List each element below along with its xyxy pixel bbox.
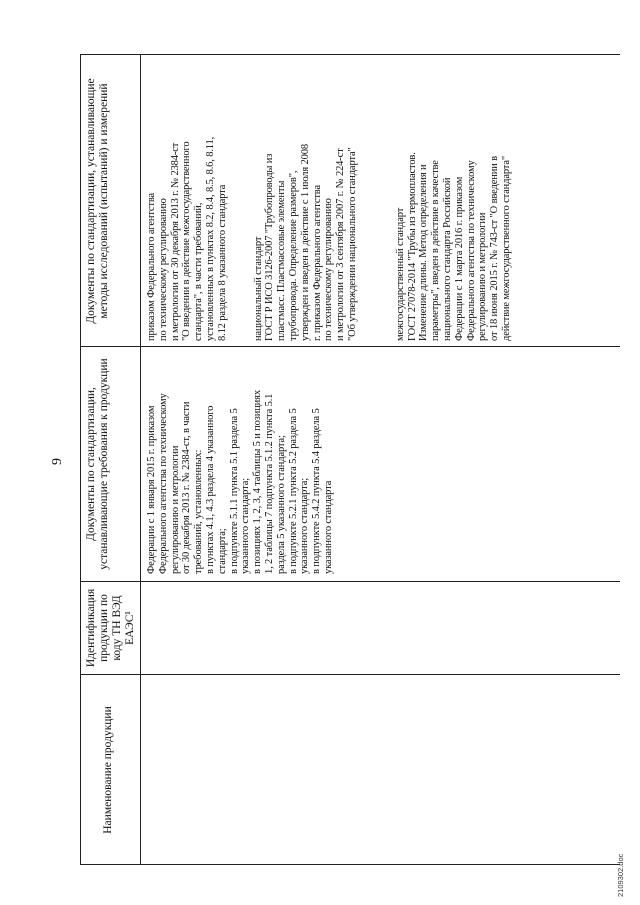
table-border-top	[80, 55, 81, 865]
text-line: параметры", введен в действие в качестве	[430, 160, 442, 341]
text-line: трубопровода. Определение размеров",	[287, 170, 299, 341]
text-line: в подпункте 5.1.1 пункта 5.1 раздела 5	[228, 408, 240, 574]
text-line: национального стандарта Российской	[441, 177, 453, 341]
text-line: указанного стандарта;	[299, 478, 311, 574]
header-product-name: Наименование продукции	[102, 706, 114, 834]
text-line: от 30 декабря 2013 г. № 2384-ст, в части	[181, 401, 193, 574]
text-line: раздела 5 указанного стандарта;	[275, 435, 287, 574]
column-divider-1	[80, 674, 620, 675]
text-line: утвержден и введен в действие с 1 июля 2008	[299, 144, 311, 341]
text-line: пластмасс. Пластмассовые элементы	[276, 180, 288, 341]
text-line: от 18 июня 2015 г. № 743-ст "О введении в	[489, 156, 501, 341]
document-file-code: 2109302.doc	[616, 853, 625, 897]
table-border-right	[80, 54, 620, 55]
text-line: приказом Федерального агентства	[146, 192, 157, 341]
text-line: Федерального агентства по техническому	[465, 160, 477, 341]
table-border-left	[80, 864, 620, 865]
text-line: 8.12 раздела 8 указанного стандарта	[216, 184, 228, 341]
header-requirement-standards: Документы по стандартизации, устанавливающие требования к продукции	[85, 358, 110, 570]
text-line: ГОСТ 27078-2014 "Трубы из термопластов.	[406, 152, 418, 341]
text-line: установленных в пунктах 8.2, 8.4, 8.5, 8.6, 8.11,	[204, 136, 216, 341]
text-line: указанного стандарта;	[240, 478, 252, 574]
text-line: по техническому регулированию	[157, 198, 169, 341]
header-divider	[140, 55, 141, 865]
header-tn-ved-code: Идентификация продукции по коду ТН ВЭД ЕАЭС¹	[85, 588, 136, 668]
text-line: в пунктах 4.1, 4.3 раздела 4 указанного	[204, 405, 216, 574]
text-line: национальный стандарт	[252, 236, 264, 341]
text-line: "О введении в действие межгосударственного	[181, 141, 193, 341]
text-line: требований, установленных:	[193, 449, 205, 574]
text-line: по техническому регулированию	[323, 198, 335, 341]
text-line: стандарта", в части требований,	[193, 202, 205, 341]
text-line: межгосударственный стандарт	[394, 207, 406, 341]
text-line: указанного стандарта	[322, 480, 334, 574]
text-line: Федерального агентства по техническому	[157, 393, 169, 574]
text-line: регулированию и метрологии	[169, 445, 181, 574]
text-line: в подпункте 5.2.1 пункта 5.2 раздела 5	[287, 408, 299, 574]
text-line: 1, 2 таблицы 7 подпункта 5.1.2 пункта 5.1	[263, 393, 275, 574]
text-line: "Об утверждении национального стандарта"	[346, 147, 358, 341]
text-line: действие межгосударственного стандарта"	[500, 155, 512, 341]
column-divider-3	[80, 346, 620, 347]
text-line: стандарта;	[216, 528, 228, 574]
text-line: Изменение длины. Метод определения и	[418, 164, 430, 341]
text-line: в позициях 1, 2, 3, 4 таблицы 5 и позициях	[252, 390, 264, 574]
methods-text	[146, 57, 513, 341]
column-divider-2	[80, 581, 620, 582]
standards-table	[80, 55, 620, 865]
text-line: Федерации с 1 марта 2016 г. приказом	[453, 176, 465, 341]
text-line: регулированию и метрологии	[477, 212, 489, 341]
text-line: и метрологии от 3 сентября 2007 г. № 224-ст	[335, 148, 347, 341]
text-line: и метрологии от 30 декабря 2013 г. № 2384-ст	[169, 142, 181, 341]
requirements-text	[146, 348, 335, 574]
text-line: Федерации с 1 января 2015 г. приказом	[146, 405, 157, 574]
text-line: ГОСТ Р ИСО 3126-2007 "Трубопроводы из	[264, 153, 276, 341]
header-test-method-standards: Документы по стандартизации, устанавливающие методы исследований (испытаний) и измерений	[85, 78, 110, 324]
text-line: г. приказом Федерального агентства	[311, 185, 323, 341]
page-number: 9	[50, 458, 65, 465]
text-line: в подпункте 5.4.2 пункта 5.4 раздела 5	[311, 408, 323, 574]
